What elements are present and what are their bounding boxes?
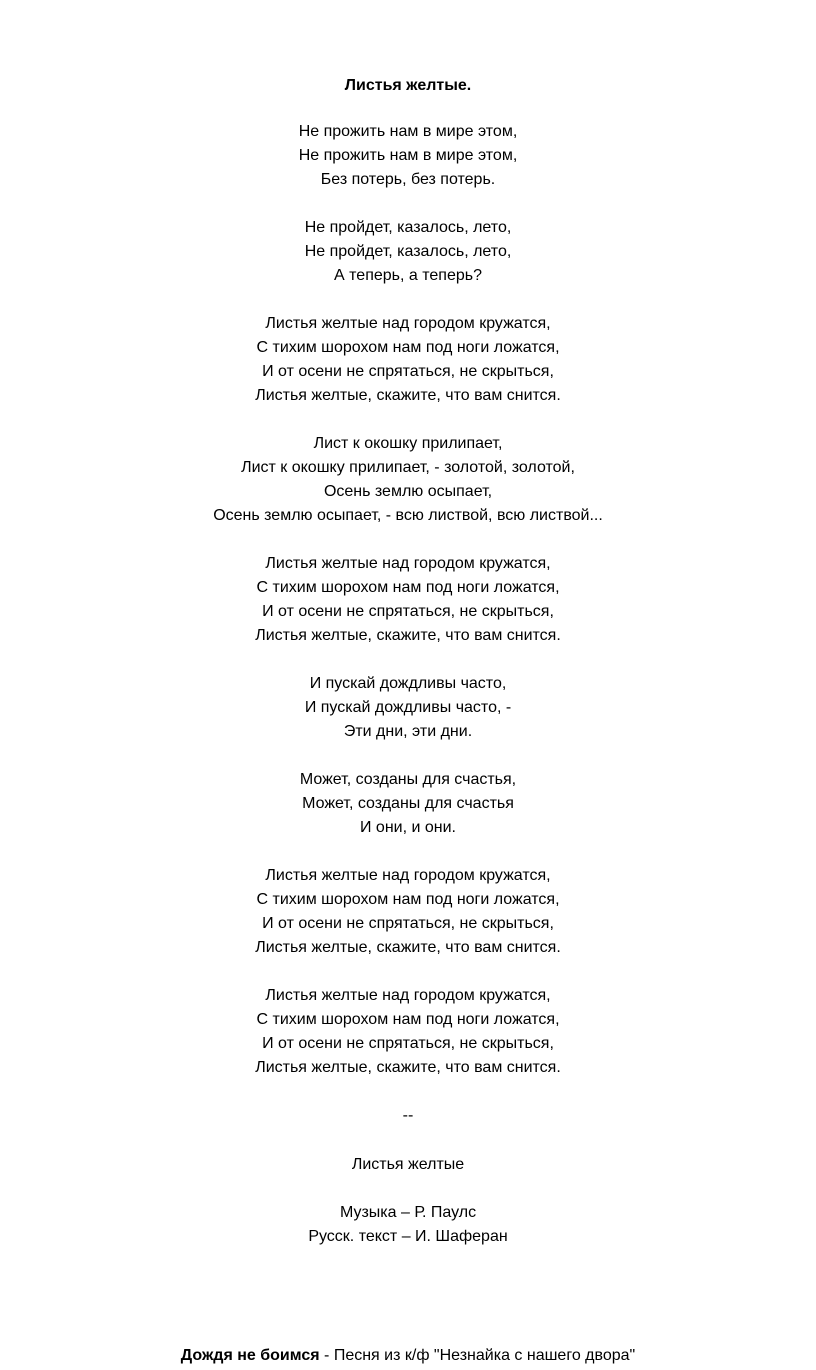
lyric-line: И от осени не спрятаться, не скрыться, [262,1035,554,1052]
stanza-6 [0,672,816,744]
lyric-line: Эти дни, эти дни. [343,723,473,740]
lyric-line: Листья желтые над городом кружатся, [265,867,551,884]
section-separator: -- [402,1107,414,1124]
stanza-2 [0,216,816,288]
lyric-line: Листья желтые над городом кружатся, [265,315,551,332]
stanza-4 [0,432,816,528]
credits-song-name: Листья желтые [351,1156,465,1173]
song-title: Листья желтые. [344,77,472,94]
stanza-5-chorus [0,552,816,648]
lyric-line: Листья желтые, скажите, что вам снится. [255,387,561,404]
next-song-description: - Песня из к/ф "Незнайка с нашего двора" [319,1347,636,1364]
lyric-line: С тихим шорохом нам под ноги ложатся, [256,1011,560,1028]
lyric-line: С тихим шорохом нам под ноги ложатся, [256,339,560,356]
lyric-line: Не прожить нам в мире этом, [298,123,518,140]
lyric-line: Лист к окошку прилипает, - золотой, золотой, [241,459,575,476]
lyric-line: Не пройдет, казалось, лето, [304,219,512,236]
lyric-line: И от осени не спрятаться, не скрыться, [262,363,554,380]
lyric-line: И пускай дождливы часто, [309,675,507,692]
lyric-line: Не прожить нам в мире этом, [298,147,518,164]
stanza-7 [0,768,816,840]
stanza-1 [0,120,816,192]
credits-block [0,1153,816,1249]
next-song-title: Дождя не боимся [180,1347,320,1364]
lyric-line: И они, и они. [359,819,456,836]
lyric-line: Не пройдет, казалось, лето, [304,243,512,260]
lyric-line: Листья желтые над городом кружатся, [265,987,551,1004]
lyric-line: Листья желтые, скажите, что вам снится. [255,1059,561,1076]
lyric-line: Может, созданы для счастья [302,795,514,812]
lyric-line: И от осени не спрятаться, не скрыться, [262,603,554,620]
lyric-line: Осень землю осыпает, [323,483,493,500]
stanza-9-chorus [0,984,816,1080]
lyric-line: С тихим шорохом нам под ноги ложатся, [256,891,560,908]
lyric-line: Листья желтые над городом кружатся, [265,555,551,572]
lyric-line: А теперь, а теперь? [334,267,482,284]
stanza-8-chorus [0,864,816,960]
lyric-line: Лист к окошку прилипает, [313,435,503,452]
lyric-line: С тихим шорохом нам под ноги ложатся, [256,579,560,596]
lyric-line: И от осени не спрятаться, не скрыться, [262,915,554,932]
lyric-line: Листья желтые, скажите, что вам снится. [255,627,561,644]
lyric-line: И пускай дождливы часто, - [304,699,512,716]
credits-music: Музыка – Р. Паулс [339,1204,477,1221]
stanza-3-chorus [0,312,816,408]
credits-lyrics: Русск. текст – И. Шаферан [308,1228,508,1245]
lyric-line: Без потерь, без потерь. [320,171,496,188]
lyric-line: Листья желтые, скажите, что вам снится. [255,939,561,956]
lyric-line: Может, созданы для счастья, [299,771,517,788]
next-song-heading [0,1344,816,1368]
lyric-line: Осень землю осыпает, - всю листвой, всю листвой... [213,507,603,524]
lyrics-body [0,120,816,1104]
